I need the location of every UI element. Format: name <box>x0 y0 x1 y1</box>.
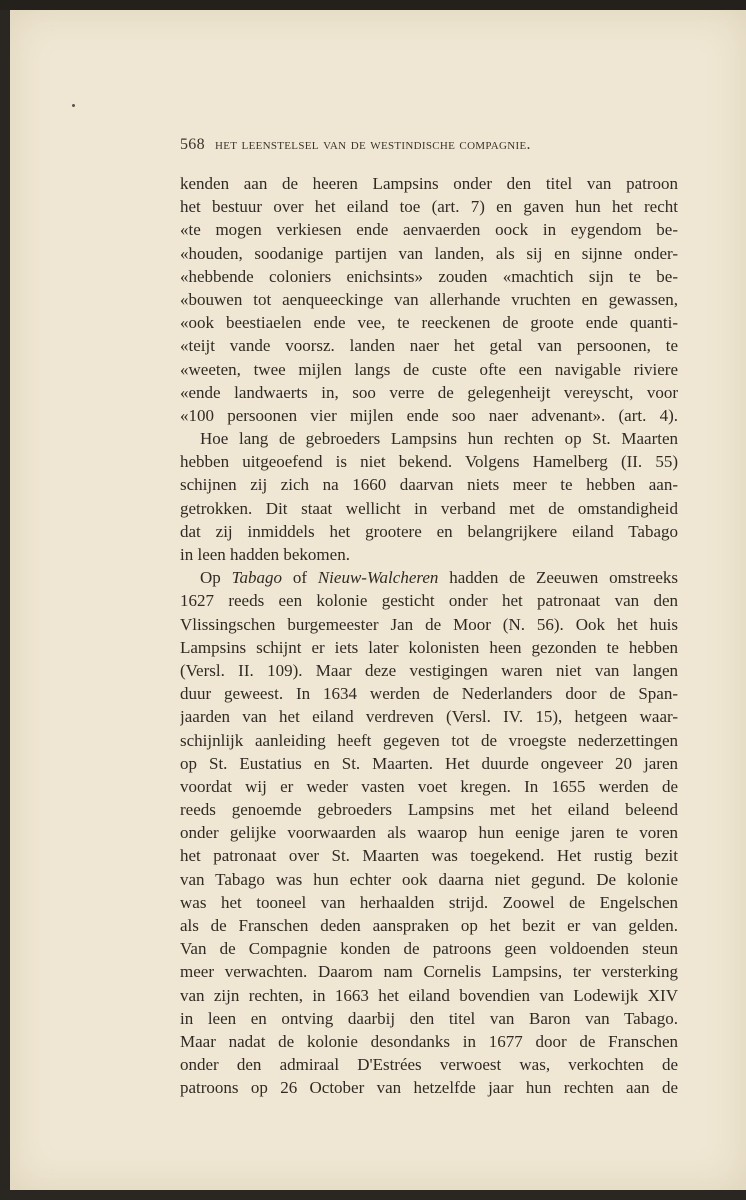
text-line: «100 persoonen vier mijlen ende soo naer advenant». (art. 4). <box>180 405 678 425</box>
text-line: 1627 reeds een kolonie gesticht onder het patronaat van den <box>180 591 678 611</box>
text-line: meer verwachten. Daarom nam Cornelis Lampsins, ter versterking <box>180 962 678 982</box>
text-line: was het tooneel van herhaalden strijd. Zoowel de Engelschen <box>180 892 678 912</box>
text-line: op St. Eustatius en St. Maarten. Het duurde ongeveer 20 jaren <box>180 753 678 773</box>
text-line: duur geweest. In 1634 werden de Nederlanders door de Span- <box>180 684 678 704</box>
text-line: schijnen zij zich na 1660 daarvan niets meer te hebben aan- <box>180 475 678 495</box>
text-line: Hoe lang de gebroeders Lampsins hun rechten op St. Maarten <box>200 429 678 449</box>
text-line: patroons op 26 October van hetzelfde jaar hun rechten aan de <box>180 1078 678 1098</box>
text-line: in leen en ontving daarbij den titel van Baron van Tabago. <box>180 1008 678 1028</box>
text-line: het bestuur over het eiland toe (art. 7) en gaven hun het recht <box>180 197 678 217</box>
text-line: Vlissingschen burgemeester Jan de Moor (N. 56). Ook het huis <box>180 614 678 634</box>
scan-border <box>0 0 746 10</box>
text-line: «ook beestiaelen ende vee, te reeckenen de groote ende quanti- <box>180 313 678 333</box>
text-line: kenden aan de heeren Lampsins onder den titel van patroon <box>180 174 678 193</box>
running-title: het leenstelsel van de westindische compagnie. <box>214 136 531 153</box>
text-line: het patronaat over St. Maarten was toegekend. Het rustig bezit <box>180 846 678 866</box>
text-line: «hebbende coloniers enichsints» zouden «machtich sijn te be- <box>180 266 678 286</box>
text-line: getrokken. Dit staat wellicht in verband met de omstandigheid <box>180 498 678 518</box>
text-line: van zijn rechten, in 1663 het eiland bovendien van Lodewijk XIV <box>180 985 678 1005</box>
italic-place-name: Nieuw-Walcheren <box>317 568 439 588</box>
text-line: «houden, soodanige partijen van landen, als sij en sijnne onder- <box>180 243 678 263</box>
text-line: «te mogen verkiesen ende aenvaerden oock in eygendom be- <box>180 220 678 240</box>
text-line: van Tabago was hun echter ook daarna niet gegund. De kolonie <box>180 869 678 889</box>
text-line: Lampsins schijnt er iets later kolonisten heen gezonden te hebben <box>180 637 678 657</box>
text-line: als de Franschen deden aanspraken op het bezit er van gelden. <box>180 916 678 935</box>
running-header <box>180 136 680 154</box>
text-line: «bouwen tot aenqueeckinge van allerhande vruchten en gewassen, <box>180 289 678 309</box>
speck <box>72 104 75 107</box>
text-line: jaarden van het eiland verdreven (Versl. IV. 15), hetgeen waar- <box>180 707 678 727</box>
text-line: «weeten, twee mijlen langs de custe ofte een navigable riviere <box>180 359 678 379</box>
text-line: hebben uitgeoefend is niet bekend. Volgens Hamelberg (II. 55) <box>180 452 678 472</box>
page-number: 568 <box>180 136 205 153</box>
text-line: reeds genoemde gebroeders Lampsins met het eiland beleend <box>180 800 678 820</box>
text-line: onder gelijke voorwaarden als waarop hun eenige jaren te voren <box>180 823 678 843</box>
text-line: onder den admiraal D'Estrées verwoest was, verkochten de <box>180 1055 678 1075</box>
text-line: dat zij inmiddels het grootere en belangrijkere eiland Tabago <box>180 521 678 541</box>
text-line: schijnlijk aanleiding heeft gegeven tot de vroegste nederzettingen <box>180 730 678 750</box>
text-line: in leen hadden bekomen. <box>180 545 350 564</box>
text-line: «teijt vande voorsz. landen naer het getal van persoonen, te <box>180 336 678 356</box>
text-line: Van de Compagnie konden de patroons geen voldoenden steun <box>180 939 678 959</box>
text-fragment: Op <box>200 568 221 588</box>
italic-place-name: Tabago <box>231 568 283 588</box>
text-fragment: hadden de Zeeuwen omstreeks <box>449 568 678 588</box>
text-line <box>180 566 678 589</box>
body-text <box>180 172 678 1100</box>
text-fragment: of <box>292 568 308 588</box>
text-line: Maar nadat de kolonie desondanks in 1677 door de Franschen <box>180 1031 678 1051</box>
text-line: (Versl. II. 109). Maar deze vestigingen waren niet van langen <box>180 660 678 680</box>
text-line: voordat wij er weder vasten voet kregen. In 1655 werden de <box>180 776 678 796</box>
text-line: «ende landwaerts in, soo verre de gelegenheijt vereyscht, voor <box>180 382 678 402</box>
